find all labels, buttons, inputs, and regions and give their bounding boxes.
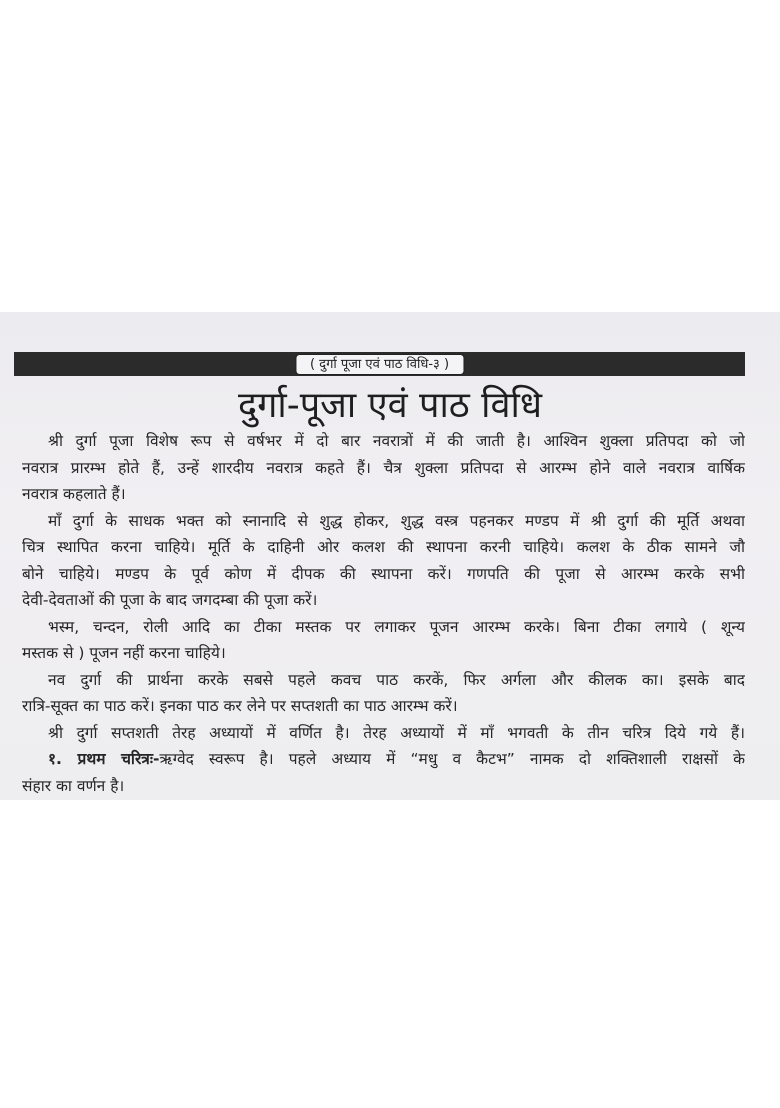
text-line: नवरात्र कहलाते हैं। <box>22 485 126 503</box>
text-line: नवरात्र प्रारम्भ होते हैं, उन्हें शारदीय नवरात्र कहते हैं। चैत्र शुक्ला प्रतिपदा से आरम्भ होने वाले नवरात्र वार्षिक <box>22 458 745 477</box>
text-line: चित्र स्थापित करना चाहिये। मूर्ति के दाहिनी ओर कलश की स्थापना करनी चाहिये। कलश के ठीक सामने जौ <box>22 538 745 556</box>
text-line: माँ दुर्गा के साधक भक्त को स्नानादि से शुद्ध होकर, शुद्ध वस्त्र पहनकर मण्डप में श्री दुर्गा की मूर्ति अथवा <box>48 511 745 530</box>
text-line: देवी-देवताओं की पूजा के बाद जगदम्बा की पूजा करें। <box>22 591 318 609</box>
text-line: संहार का वर्णन है। <box>22 776 125 795</box>
section-text: ऋग्वेद स्वरूप है। पहले अध्याय में “मधु व कैटभ” नामक दो शक्तिशाली राक्षसों के <box>159 750 745 768</box>
text-line: भस्म, चन्दन, रोली आदि का टीका मस्तक पर लगाकर पूजन आरम्भ करके। बिना टीका लगाये ( शून्य <box>48 617 745 636</box>
page-title: दुर्गा-पूजा एवं पाठ विधि <box>238 385 542 426</box>
section-heading: १. प्रथम चरित्रः- <box>48 750 160 768</box>
text-line: नव दुर्गा की प्रार्थना करके सबसे पहले कवच पाठ करकें, फिर अर्गला और कीलक का। इसके बाद <box>48 670 745 689</box>
body-text <box>22 428 745 799</box>
header-label: ( दुर्गा पूजा एवं पाठ विधि-३ ) <box>295 354 464 375</box>
text-line: श्री दुर्गा सप्तशती तेरह अध्यायों में वर्णित है। तेरह अध्यायों में माँ भगवती के तीन चरित्र दिये गये हैं। <box>48 723 745 742</box>
header-banner <box>14 352 745 376</box>
section-line <box>22 746 745 773</box>
text-line: श्री दुर्गा पूजा विशेष रूप से वर्षभर में दो बार नवरात्रों में की जाती है। आश्विन शुक्ला प्रतिपदा को जो <box>48 432 745 450</box>
text-line: मस्तक से ) पूजन नहीं करना चाहिये। <box>22 644 226 662</box>
text-line: रात्रि-सूक्त का पाठ करें। इनका पाठ कर लेने पर सप्तशती का पाठ आरम्भ करें। <box>22 697 458 715</box>
text-line: बोने चाहिये। मण्डप के पूर्व कोण में दीपक की स्थापना करें। गणपति की पूजा से आरम्भ करके सभी <box>22 564 745 583</box>
